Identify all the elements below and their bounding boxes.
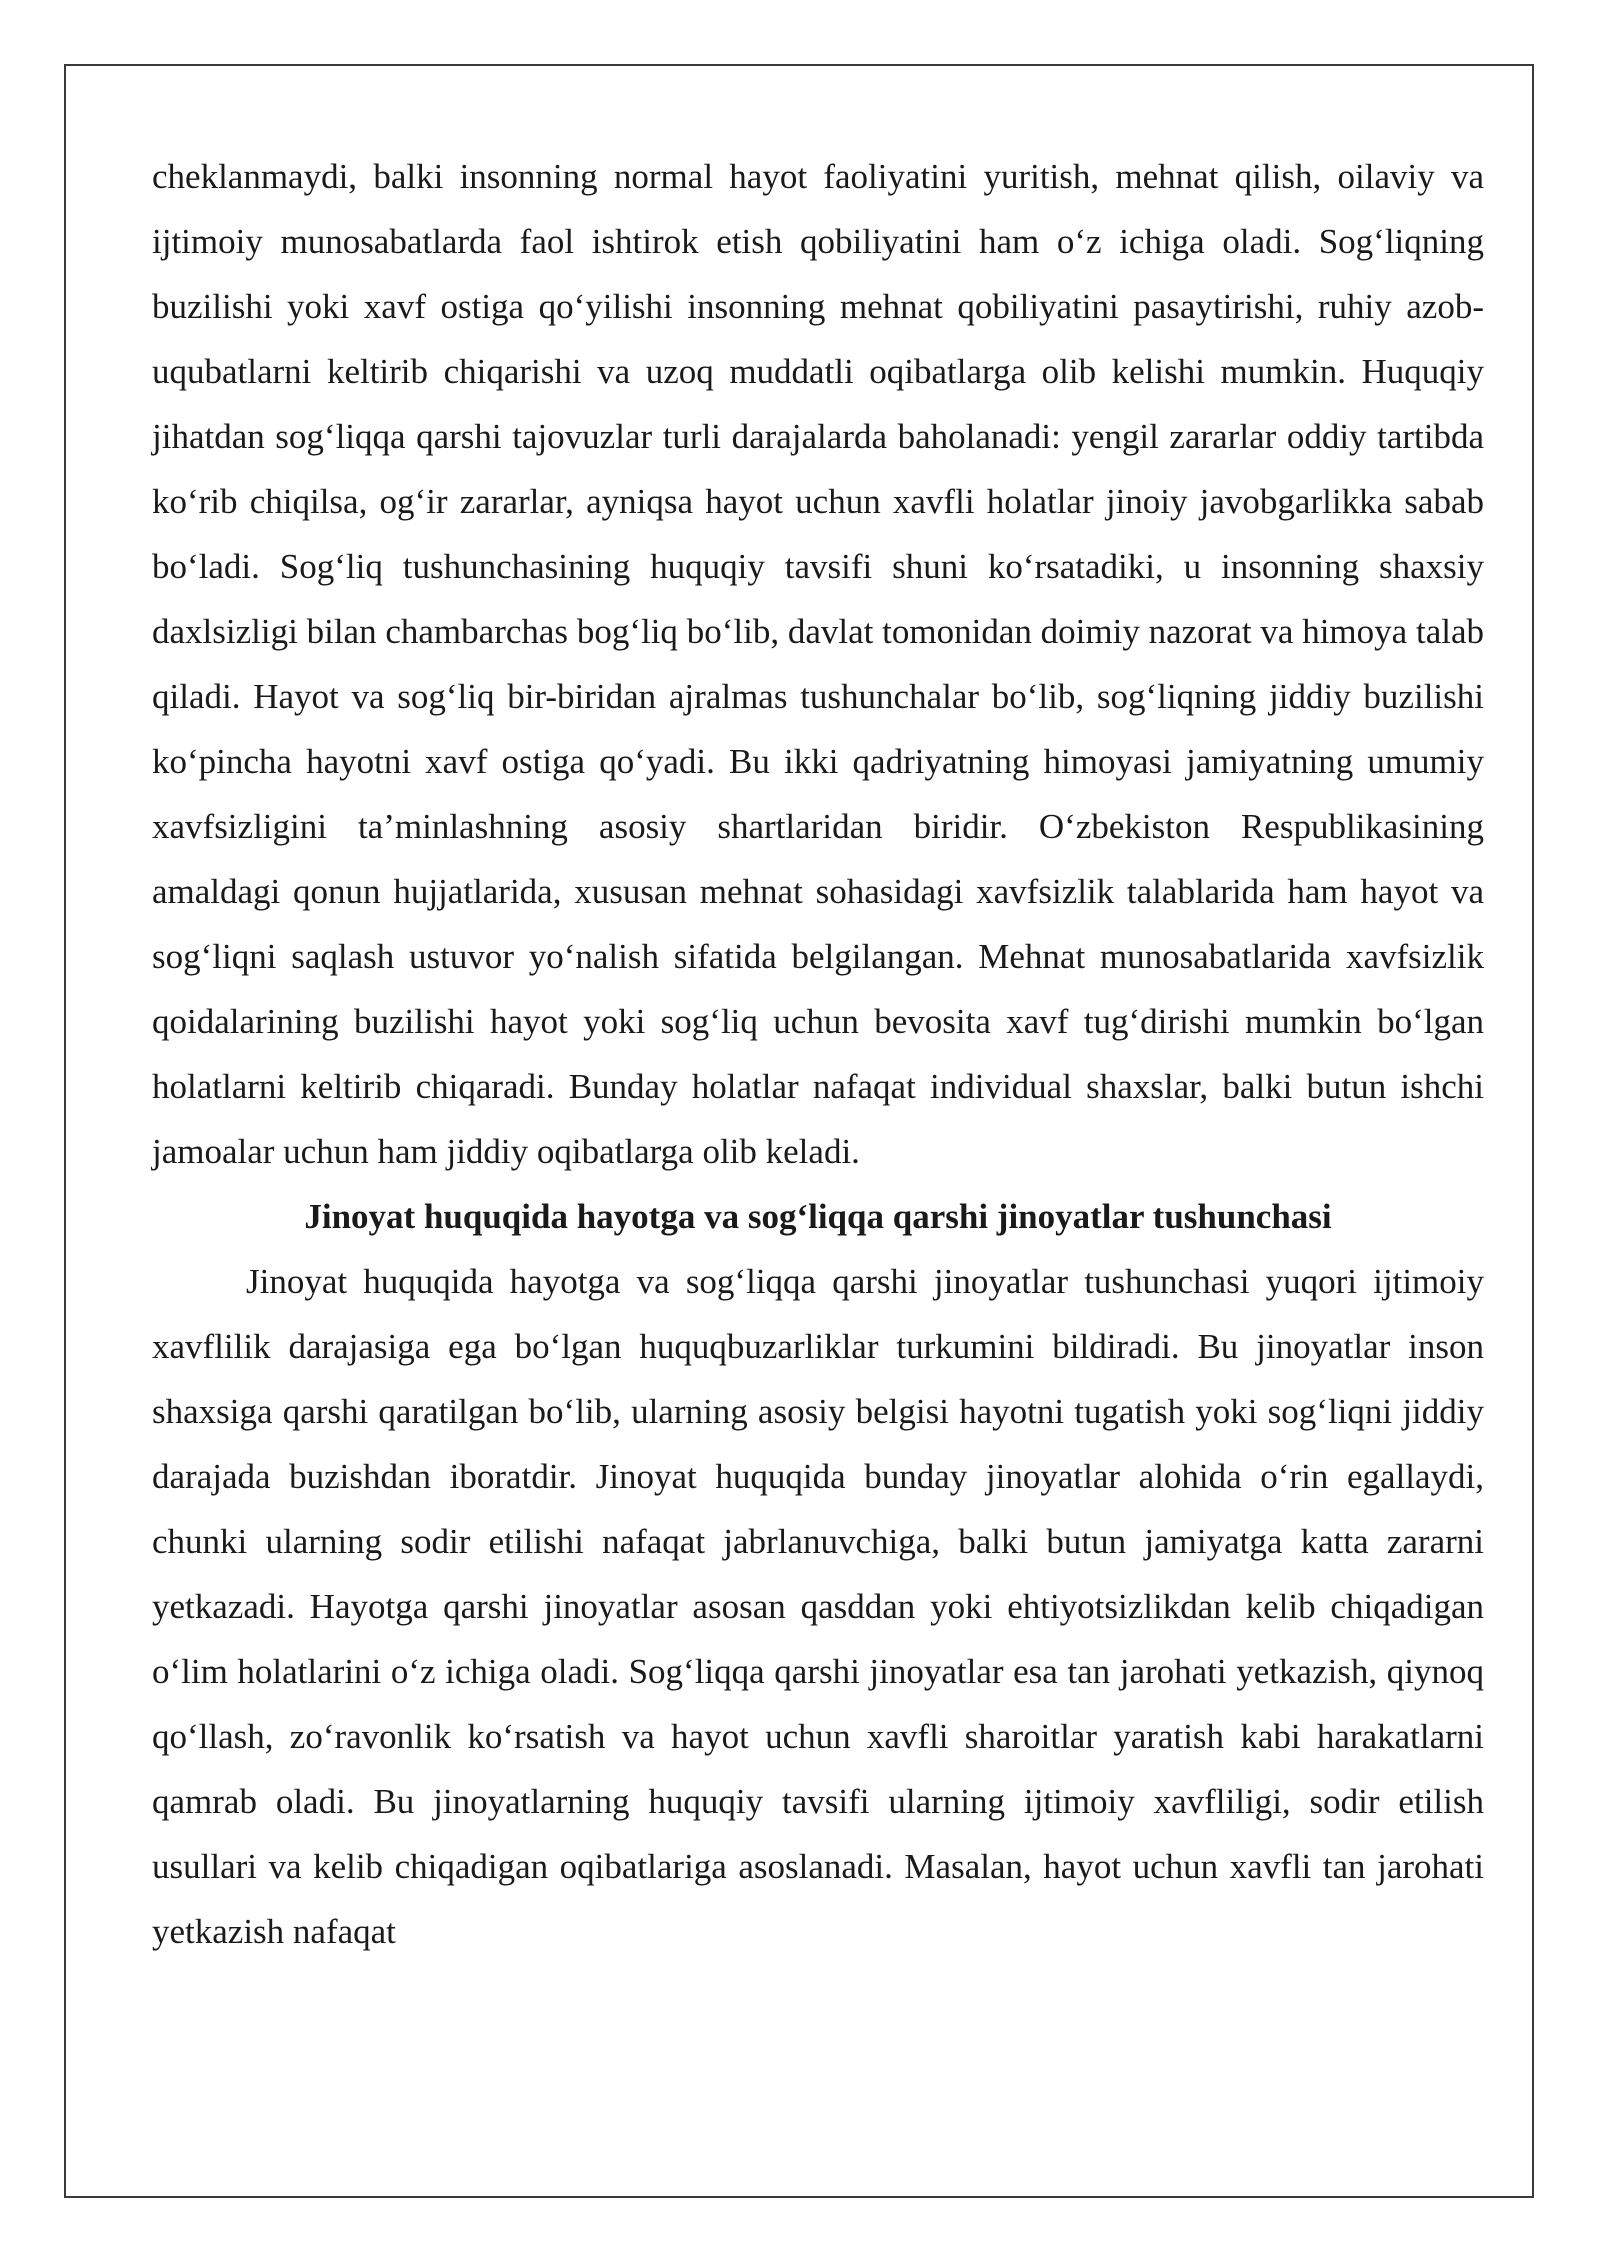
body-paragraph-continued: cheklanmaydi, balki insonning normal hayot faoliyatini yuritish, mehnat qilish, oilaviy va ijtimoiy munosabatlarda faol ishtirok etish qobiliyatini ham o‘z ichiga oladi. Sog‘liqning buzilishi yoki xavf ostiga qo‘yilishi insonning mehnat qobiliyatini pasaytirishi, ruhiy azob-uqubatlarni keltirib chiqarishi va uzoq muddatli oqibatlarga olib kelishi mumkin. Huquqiy jihatdan sog‘liqqa qarshi tajovuzlar turli darajalarda baholanadi: yengil zararlar oddiy tartibda ko‘rib chiqilsa, og‘ir zararlar, ayniqsa hayot uchun xavfli holatlar jinoiy javobgarlikka sabab bo‘ladi. Sog‘liq tushunchasining huquqiy tavsifi shuni ko‘rsatadiki, u insonning shaxsiy daxlsizligi bilan chambarchas bog‘liq bo‘lib, davlat tomonidan doimiy nazorat va himoya talab qiladi. Hayot va sog‘liq bir-biridan ajralmas tushunchalar bo‘lib, sog‘liqning jiddiy buzilishi ko‘pincha hayotni xavf ostiga qo‘yadi. Bu ikki qadriyatning himoyasi jamiyatning umumiy xavfsizligini ta’minlashning asosiy shartlaridan biridir. O‘zbekiston Respublikasining amaldagi qonun hujjatlarida, xususan mehnat sohasidagi xavfsizlik talablarida ham hayot va sog‘liqni saqlash ustuvor yo‘nalish sifatida belgilangan. Mehnat munosabatlarida xavfsizlik qoidalarining buzilishi hayot yoki sog‘liq uchun bevosita xavf tug‘dirishi mumkin bo‘lgan holatlarni keltirib chiqaradi. Bunday holatlar nafaqat individual shaxslar, balki butun ishchi jamoalar uchun ham jiddiy oqibatlarga olib keladi. <box>152 157 1484 1171</box>
body-paragraph-section: Jinoyat huquqida hayotga va sog‘liqqa qarshi jinoyatlar tushunchasi yuqori ijtimoiy xavflilik darajasiga ega bo‘lgan huquqbuzarliklar turkumini bildiradi. Bu jinoyatlar inson shaxsiga qarshi qaratilgan bo‘lib, ularning asosiy belgisi hayotni tugatish yoki sog‘liqni jiddiy darajada buzishdan iboratdir. Jinoyat huquqida bunday jinoyatlar alohida o‘rin egallaydi, chunki ularning sodir etilishi nafaqat jabrlanuvchiga, balki butun jamiyatga katta zararni yetkazadi. Hayotga qarshi jinoyatlar asosan qasddan yoki ehtiyotsizlikdan kelib chiqadigan o‘lim holatlarini o‘z ichiga oladi. Sog‘liqqa qarshi jinoyatlar esa tan jarohati yetkazish, qiynoq qo‘llash, zo‘ravonlik ko‘rsatish va hayot uchun xavfli sharoitlar yaratish kabi harakatlarni qamrab oladi. Bu jinoyatlarning huquqiy tavsifi ularning ijtimoiy xavfliligi, sodir etilish usullari va kelib chiqadigan oqibatlariga asoslanadi. Masalan, hayot uchun xavfli tan jarohati yetkazish nafaqat <box>152 1262 1484 1951</box>
page-content <box>152 144 1484 1964</box>
section-heading: Jinoyat huquqida hayotga va sog‘liqqa qarshi jinoyatlar tushunchasi <box>304 1197 1332 1236</box>
